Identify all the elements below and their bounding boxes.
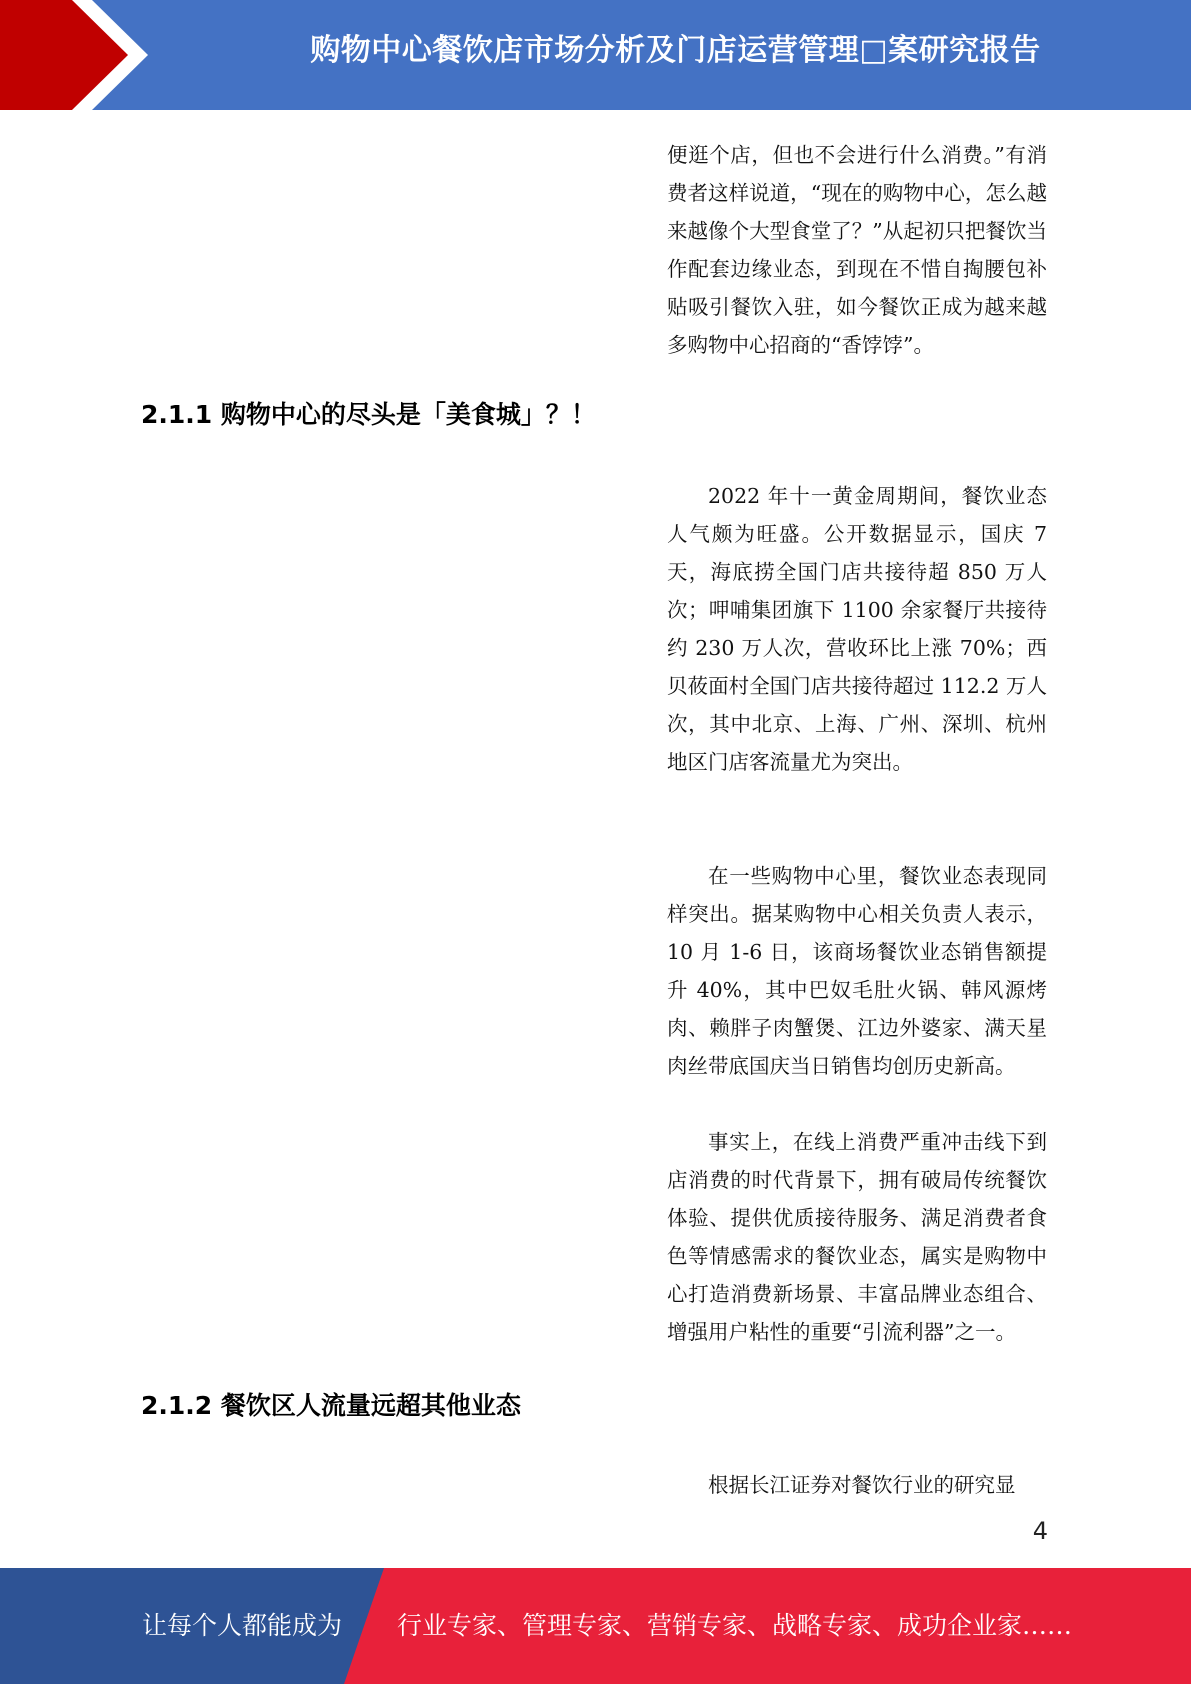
paragraph-golden-week: 2022 年十一黄金周期间，餐饮业态人气颇为旺盛。公开数据显示，国庆 7 天，海底捞全国门店共接待超 850 万人次；呷哺集团旗下 1100 余家餐厅共接待约 230 万人次，营收环比上涨 70%；西贝莜面村全国门店共接待超过 112.2 万人次，其中北京、上海、广州、深圳、杭州地区门店客流量尤为突出。 [667, 484, 1047, 774]
section-heading-2-1-1: 2.1.1 购物中心的尽头是「美食城」？！ [141, 400, 596, 429]
page-number: 4 [1032, 1517, 1048, 1545]
paragraph-mall-sales: 在一些购物中心里，餐饮业态表现同样突出。据某购物中心相关负责人表示，10 月 1-6 日，该商场餐饮业态销售额提升 40%，其中巴奴毛肚火锅、韩风源烤肉、赖胖子肉蟹煲、江边外婆家、满天星肉丝带底国庆当日销售均创历史新高。 [667, 864, 1047, 1078]
header-title: 购物中心餐饮店市场分析及门店运营管理□案研究报告 [310, 33, 1041, 68]
paragraph-research: 根据长江证券对餐饮行业的研究显 [708, 1473, 1016, 1497]
paragraph-continuation: 便逛个店，但也不会进行什么消费。”有消费者这样说道，“现在的购物中心，怎么越来越像个大型食堂了？”从起初只把餐饮当作配套边缘业态，到现在不惜自掏腰包补贴吸引餐饮入驻，如今餐饮正成为越来越多购物中心招商的“香饽饽”。 [667, 143, 1047, 357]
page-header [0, 0, 1191, 110]
footer-slogan-right: 行业专家、管理专家、营销专家、战略专家、成功企业家…… [397, 1611, 1073, 1640]
paragraph-traffic-tool: 事实上，在线上消费严重冲击线下到店消费的时代背景下，拥有破局传统餐饮体验、提供优质接待服务、满足消费者食色等情感需求的餐饮业态，属实是购物中心打造消费新场景、丰富品牌业态组合、增强用户粘性的重要“引流利器”之一。 [667, 1130, 1047, 1344]
footer-slogan-left: 让每个人都能成为 [142, 1611, 343, 1640]
page-footer [0, 1568, 1191, 1684]
section-heading-2-1-2: 2.1.2 餐饮区人流量远超其他业态 [141, 1391, 521, 1420]
